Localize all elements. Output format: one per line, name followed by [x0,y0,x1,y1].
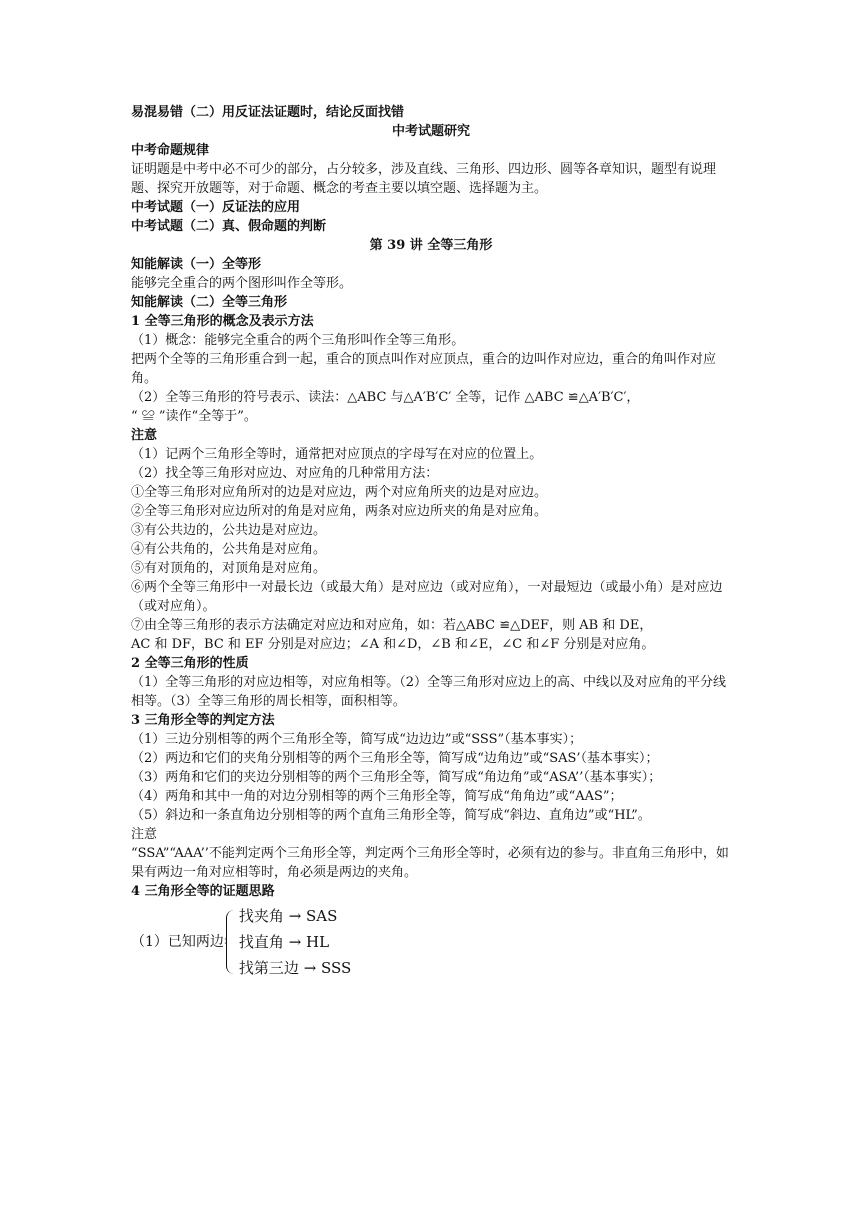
text-line: “ ≌ ”读作“全等于”。 [131,409,257,424]
document-page [131,103,731,981]
text-line: 把两个全等的三角形重合到一起，重合的顶点叫作对应顶点，重合的边叫作对应边，重合的角叫作对应角。 [131,352,717,386]
brace-items [239,903,351,981]
brace-item: 找夹角 → SAS [238,907,338,925]
text-line: 证明题是中考中必不可少的部分，占分较多，涉及直线、三角形、四边形、圆等各章知识，题型有说理题、探究开放题等，对于命题、概念的考查主要以填空题、选择题为主。 [131,162,717,196]
section-heading: 4 三角形全等的证题思路 [131,884,275,899]
text-line: （1）三边分别相等的两个三角形全等，简写成“边边边”或“SSS”（基本事实）； [131,732,583,747]
section-heading: 1 全等三角形的概念及表示方法 [131,314,314,329]
text-line: ⑦由全等三角形的表示方法确定对应边和对应角，如：若△ABC ≌△DEF，则 AB 和 DE， [131,618,653,633]
proof-idea-brace [131,903,731,981]
section-heading: 注意 [131,428,158,443]
section-heading: 3 三角形全等的判定方法 [131,713,275,728]
text-line: （1）全等三角形的对应边相等，对应角相等。（2）全等三角形对应边上的高、中线以及对应角的平分线相等。（3）全等三角形的周长相等，面积相等。 [131,675,727,709]
section-heading: 中考试题研究 [391,124,470,139]
text-line: （4）两角和其中一角的对边分别相等的两个三角形全等，简写成“角角边”或“AAS”； [131,789,623,804]
text-line: AC 和 DF，BC 和 EF 分别是对应边；∠A 和∠D，∠B 和∠E，∠C 和∠F 分别是对应角。 [131,637,655,652]
text-line: ④有公共角的，公共角是对应角。 [131,542,327,557]
text-line: ③有公共边的，公共边是对应边。 [131,523,327,538]
section-heading: 中考试题（二）真、假命题的判断 [131,219,327,234]
text-line: ⑤有对顶角的，对顶角是对应角。 [131,561,327,576]
section-heading: 易混易错（二）用反证法证题时，结论反面找错 [131,105,405,120]
text-line: （2）两边和它们的夹角分别相等的两个三角形全等，简写成“边角边”或“SAS’（基本事实）； [131,751,659,766]
text-line: （1）记两个三角形全等时，通常把对应顶点的字母写在对应的位置上。 [131,447,543,462]
text-line: “SSA”“AAA’’不能判定两个三角形全等，判定两个三角形全等时，必须有边的参与。非直角三角形中，如果有两边一角对应相等时，角必须是两边的夹角。 [131,846,729,880]
section-heading: 知能解读（一）全等形 [131,257,262,272]
text-line: ①全等三角形对应角所对的边是对应边，两个对应角所夹的边是对应边。 [131,485,548,500]
section-heading: 第 39 讲 全等三角形 [369,238,493,253]
text-line: ②全等三角形对应边所对的角是对应角，两条对应边所夹的角是对应角。 [131,504,548,519]
brace-lead-text: （1）已知两边 [131,933,224,950]
text-line: 注意 [131,827,158,842]
text-line: 能够完全重合的两个图形叫作全等形。 [131,276,353,291]
section-heading: 中考命题规律 [131,143,210,158]
section-heading: 中考试题（一）反证法的应用 [131,200,301,215]
brace-item: 找第三边 → SSS [238,959,352,977]
text-line: ⑥两个全等三角形中一对最长边（或最大角）是对应边（或对应角），一对最短边（或最小角）是对应边（或对应角）。 [131,580,723,614]
brace-item: 找直角 → HL [238,933,330,951]
text-line: （2）全等三角形的符号表示、读法：△ABC 与△A′B′C′ 全等，记作 △ABC ≌△A′B′C′， [131,390,640,405]
text-line: （1）概念：能够完全重合的两个三角形叫作全等三角形。 [131,333,465,348]
text-line: （5）斜边和一条直角边分别相等的两个直角三角形全等，简写成“斜边、直角边”或“HL”。 [131,808,651,823]
section-heading: 2 全等三角形的性质 [131,656,249,671]
curly-brace [226,910,235,974]
text-line: （3）两角和它们的夹边分别相等的两个三角形全等，简写成“角边角”或“ASA’’（基本事实）； [131,770,662,785]
document-body [131,103,731,901]
text-line: （2）找全等三角形对应边、对应角的几种常用方法： [131,466,439,481]
section-heading: 知能解读（二）全等三角形 [131,295,288,310]
